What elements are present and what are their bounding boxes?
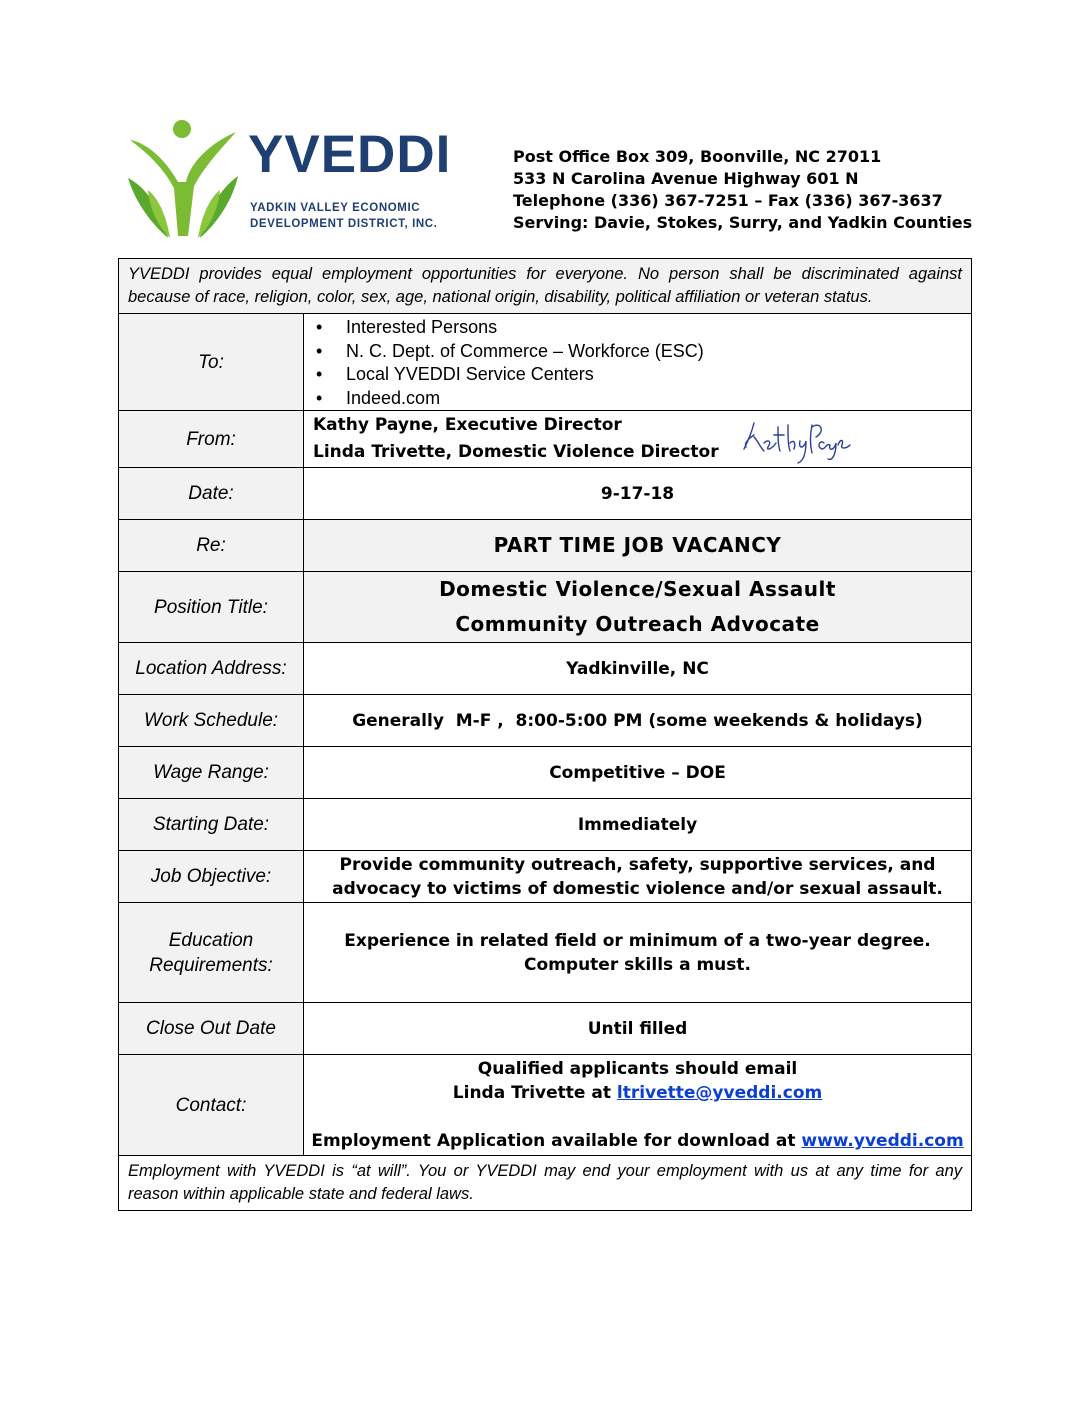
contact-line3: Employment Application available for download at www.yveddi.com [311, 1131, 964, 1151]
objective-line1: Provide community outreach, safety, supportive services, and [339, 854, 936, 875]
signature-icon [734, 413, 856, 465]
at-will-notice: Employment with YVEDDI is “at will”. You or YVEDDI may end your employment with us at any time for any reason within applicable state and federal laws. [119, 1156, 972, 1211]
list-item: • N. C. Dept. of Commerce – Workforce (ESC) [346, 340, 971, 364]
logo-subtitle-line1: YADKIN VALLEY ECONOMIC [250, 202, 421, 214]
education-row [119, 903, 972, 1003]
bullet-icon: • [316, 364, 323, 384]
equal-opportunity-notice: YVEDDI provides equal employment opportunities for everyone. No person shall be discriminated against because of race, religion, color, sex, age, national origin, disability, political affiliation or veteran status. [119, 259, 972, 314]
position-line2: Community Outreach Advocate [455, 612, 820, 636]
wage-row [119, 747, 972, 799]
location-row [119, 643, 972, 695]
website-link[interactable]: www.yveddi.com [801, 1131, 964, 1151]
education-label-line1: Education [168, 929, 254, 951]
position-row [119, 572, 972, 643]
date-row [119, 468, 972, 520]
objective-value [304, 851, 972, 903]
objective-line2: advocacy to victims of domestic violence and/or sexual assault. [332, 878, 943, 899]
leaf-figure-icon [126, 120, 251, 244]
contact-value [304, 1055, 972, 1156]
to-value [304, 314, 972, 411]
schedule-row [119, 695, 972, 747]
bullet-icon: • [316, 317, 323, 337]
address-line: 533 N Carolina Avenue Highway 601 N [513, 169, 859, 188]
bullet-icon: • [316, 340, 323, 361]
position-value [304, 572, 972, 643]
to-label: To: [119, 314, 304, 411]
job-vacancy-table [118, 258, 972, 1211]
close-label: Close Out Date [119, 1003, 304, 1055]
location-value: Yadkinville, NC [304, 643, 972, 695]
date-value: 9-17-18 [304, 468, 972, 520]
logo-subtitle-line2: DEVELOPMENT DISTRICT, INC. [250, 218, 438, 230]
education-value [304, 903, 972, 1003]
education-label-line2: Requirements: [149, 954, 273, 976]
date-label: Date: [119, 468, 304, 520]
education-label [119, 903, 304, 1003]
wage-label: Wage Range: [119, 747, 304, 799]
logo-brand-text: YVEDDI [248, 125, 452, 184]
location-label: Location Address: [119, 643, 304, 695]
objective-label: Job Objective: [119, 851, 304, 903]
contact-line2: Linda Trivette at ltrivette@yveddi.com [452, 1083, 823, 1103]
address-line: Telephone (336) 367-7251 – Fax (336) 367-3637 [513, 191, 943, 210]
from-line2: Linda Trivette, Domestic Violence Director [313, 442, 719, 462]
re-row [119, 520, 972, 572]
from-value [304, 411, 972, 468]
list-item: • Local YVEDDI Service Centers [346, 363, 971, 387]
contact-label: Contact: [119, 1055, 304, 1156]
yveddi-logo [126, 120, 456, 244]
education-line1: Experience in related field or minimum of a two-year degree. [344, 930, 931, 951]
to-row [119, 314, 972, 411]
close-value: Until filled [304, 1003, 972, 1055]
list-item: • Indeed.com [346, 387, 971, 411]
recipient-list [304, 314, 971, 410]
subject-text: PART TIME JOB VACANCY [493, 532, 782, 557]
education-line2: Computer skills a must. [524, 954, 751, 975]
contact-row [119, 1055, 972, 1156]
start-label: Starting Date: [119, 799, 304, 851]
schedule-value: Generally M-F , 8:00-5:00 PM (some weekends & holidays) [304, 695, 972, 747]
bullet-icon: • [316, 387, 323, 408]
list-item: • Interested Persons [346, 316, 971, 340]
objective-row [119, 851, 972, 903]
email-link[interactable]: ltrivette@yveddi.com [616, 1083, 823, 1103]
notice-row [119, 259, 972, 314]
address-line: Serving: Davie, Stokes, Surry, and Yadkin Counties [513, 213, 973, 232]
logo-subtitle [250, 200, 437, 232]
position-label: Position Title: [119, 572, 304, 643]
close-row [119, 1003, 972, 1055]
position-line1: Domestic Violence/Sexual Assault [439, 577, 836, 601]
start-value: Immediately [304, 799, 972, 851]
address-block [513, 146, 972, 234]
from-line1: Kathy Payne, Executive Director [313, 415, 622, 435]
spacer [304, 1105, 971, 1129]
re-value [304, 520, 972, 572]
from-label: From: [119, 411, 304, 468]
footer-row [119, 1156, 972, 1211]
schedule-label: Work Schedule: [119, 695, 304, 747]
wage-value: Competitive – DOE [304, 747, 972, 799]
from-row [119, 411, 972, 468]
start-row [119, 799, 972, 851]
contact-line1: Qualified applicants should email [477, 1059, 798, 1079]
re-label: Re: [119, 520, 304, 572]
address-line: Post Office Box 309, Boonville, NC 27011 [513, 147, 882, 166]
